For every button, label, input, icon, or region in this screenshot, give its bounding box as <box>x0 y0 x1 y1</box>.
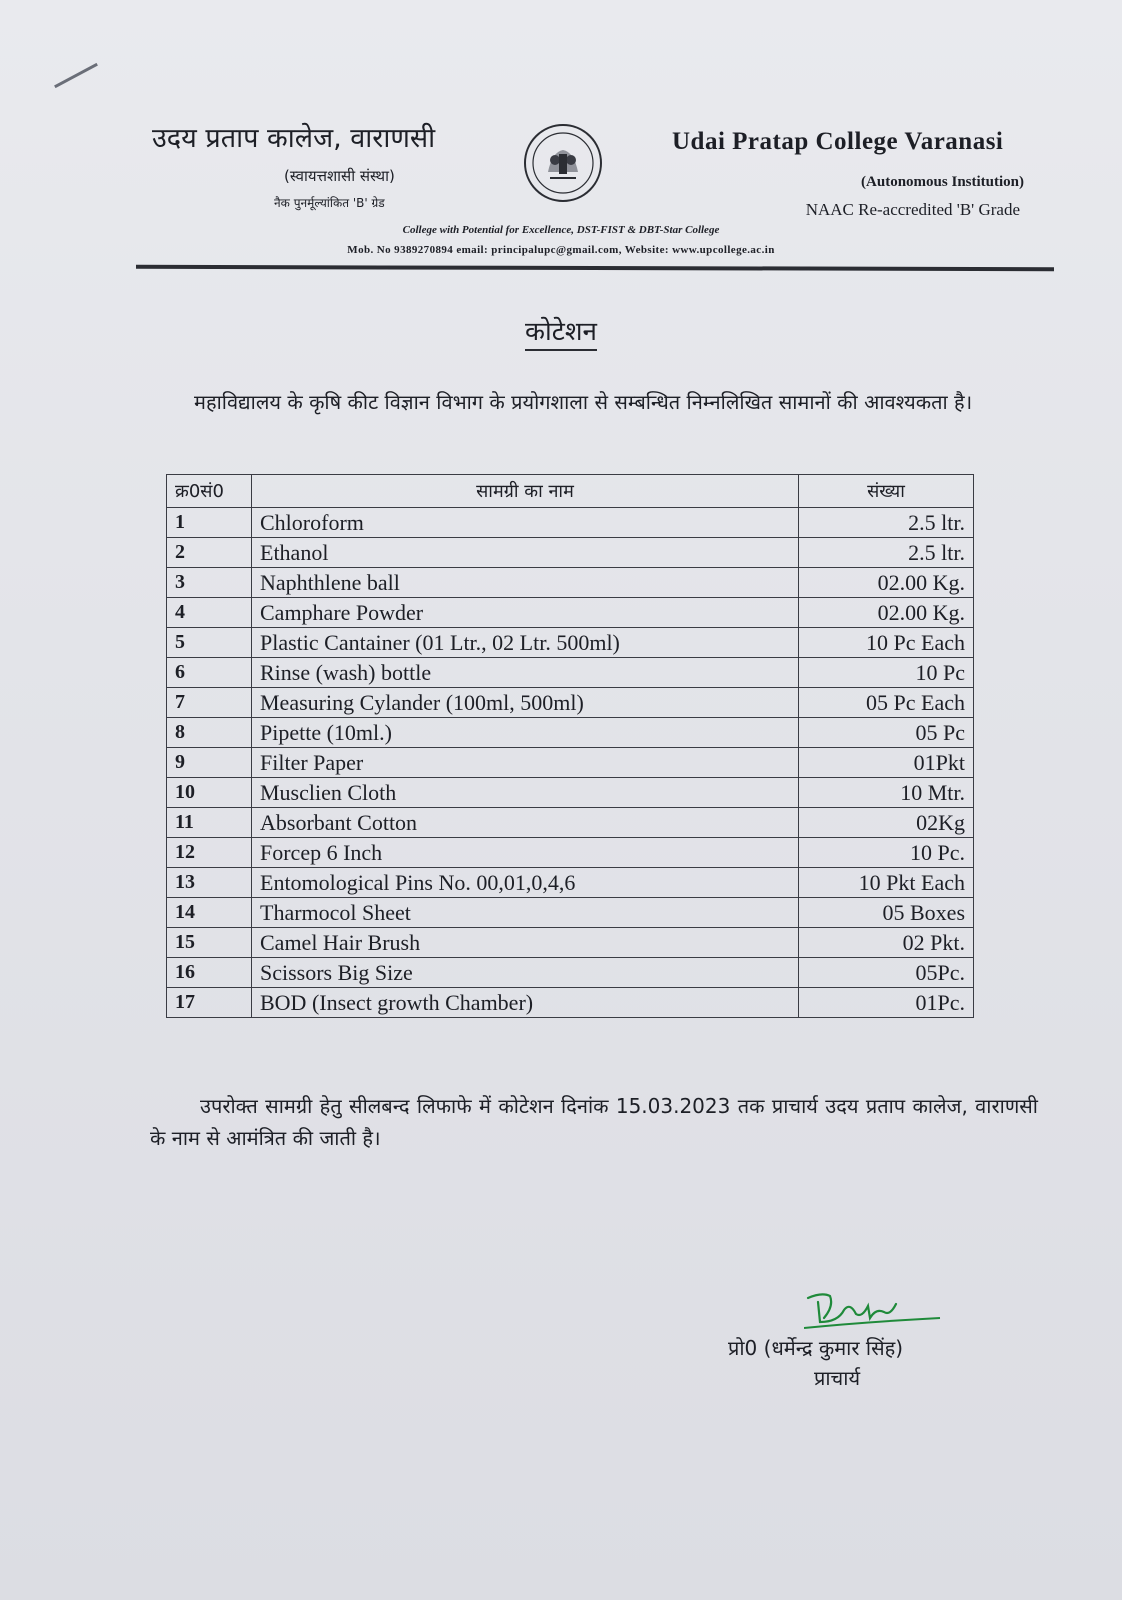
quantity-cell: 10 Pc Each <box>799 628 974 658</box>
college-name-english: Udai Pratap College Varanasi <box>672 128 1004 155</box>
table-row <box>167 928 974 958</box>
college-emblem-icon <box>522 122 604 204</box>
serial-cell: 3 <box>167 568 252 598</box>
item-name-cell: Camphare Powder <box>252 598 799 628</box>
signature-image <box>804 1288 944 1334</box>
quantity-cell: 2.5 ltr. <box>799 538 974 568</box>
quantity-cell: 05 Boxes <box>799 898 974 928</box>
item-name-cell: Entomological Pins No. 00,01,0,4,6 <box>252 868 799 898</box>
serial-cell: 10 <box>167 778 252 808</box>
naac-english: NAAC Re-accredited 'B' Grade <box>805 200 1020 219</box>
table-row <box>167 748 974 778</box>
closing-paragraph: उपरोक्त सामग्री हेतु सीलबन्द लिफाफे में कोटेशन दिनांक 15.03.2023 तक प्राचार्य उदय प्रताप कालेज, वाराणसी के नाम से आमंत्रित की जाती है। <box>150 1094 1038 1150</box>
table-row <box>167 808 974 838</box>
table-body <box>167 508 974 1018</box>
quantity-cell: 02.00 Kg. <box>799 598 974 628</box>
item-name-cell: Filter Paper <box>252 748 799 778</box>
item-name-cell: Measuring Cylander (100ml, 500ml) <box>252 688 799 718</box>
item-name-cell: Forcep 6 Inch <box>252 838 799 868</box>
item-name-cell: Tharmocol Sheet <box>252 898 799 928</box>
quantity-cell: 10 Pc <box>799 658 974 688</box>
college-name-hindi: उदय प्रताप कालेज, वाराणसी <box>152 123 436 154</box>
item-name-cell: Naphthlene ball <box>252 568 799 598</box>
intro-paragraph: महाविद्यालय के कृषि कीट विज्ञान विभाग के प्रयोगशाला से सम्बन्धित निम्नलिखित सामानों की आवश्यकता है। <box>194 390 973 414</box>
item-name-cell: Ethanol <box>252 538 799 568</box>
header-serial: क्र0सं0 <box>167 475 252 508</box>
serial-cell: 8 <box>167 718 252 748</box>
document-title <box>0 312 1122 348</box>
serial-cell: 16 <box>167 958 252 988</box>
contact-line: Mob. No 9389270894 email: principalupc@gmail.com, Website: www.upcollege.ac.in <box>347 244 775 256</box>
quantity-cell: 01Pc. <box>799 988 974 1018</box>
quantity-cell: 10 Pkt Each <box>799 868 974 898</box>
header-quantity: संख्या <box>799 475 974 508</box>
item-name-cell: Pipette (10ml.) <box>252 718 799 748</box>
header-divider <box>136 265 1054 271</box>
table-row <box>167 628 974 658</box>
document-title-text: कोटेशन <box>525 317 597 351</box>
serial-cell: 9 <box>167 748 252 778</box>
table-row <box>167 838 974 868</box>
quantity-cell: 02Kg <box>799 808 974 838</box>
table-row <box>167 688 974 718</box>
serial-cell: 2 <box>167 538 252 568</box>
serial-cell: 14 <box>167 898 252 928</box>
quantity-cell: 02.00 Kg. <box>799 568 974 598</box>
serial-cell: 7 <box>167 688 252 718</box>
quantity-cell: 01Pkt <box>799 748 974 778</box>
table-header-row <box>167 475 974 508</box>
serial-cell: 11 <box>167 808 252 838</box>
table-row <box>167 988 974 1018</box>
quantity-cell: 10 Pc. <box>799 838 974 868</box>
quantity-cell: 02 Pkt. <box>799 928 974 958</box>
table-row <box>167 778 974 808</box>
table-row <box>167 508 974 538</box>
table-row <box>167 718 974 748</box>
table-row <box>167 868 974 898</box>
quantity-cell: 05 Pc Each <box>799 688 974 718</box>
serial-cell: 5 <box>167 628 252 658</box>
quantity-cell: 10 Mtr. <box>799 778 974 808</box>
header-item-name: सामग्री का नाम <box>252 475 799 508</box>
serial-cell: 13 <box>167 868 252 898</box>
table-row <box>167 538 974 568</box>
item-name-cell: Chloroform <box>252 508 799 538</box>
item-name-cell: Scissors Big Size <box>252 958 799 988</box>
table-row <box>167 568 974 598</box>
item-name-cell: Absorbant Cotton <box>252 808 799 838</box>
table-row <box>167 658 974 688</box>
serial-cell: 4 <box>167 598 252 628</box>
table-row <box>167 958 974 988</box>
item-name-cell: Rinse (wash) bottle <box>252 658 799 688</box>
signatory-designation: प्राचार्य <box>814 1366 861 1390</box>
quantity-cell: 05Pc. <box>799 958 974 988</box>
signatory-name: प्रो0 (धर्मेन्द्र कुमार सिंह) <box>728 1336 904 1360</box>
serial-cell: 17 <box>167 988 252 1018</box>
table-row <box>167 898 974 928</box>
status-english: (Autonomous Institution) <box>861 174 1024 190</box>
quantity-cell: 2.5 ltr. <box>799 508 974 538</box>
serial-cell: 1 <box>167 508 252 538</box>
naac-hindi: नैक पुनर्मूल्यांकित 'B' ग्रेड <box>274 196 385 210</box>
item-name-cell: Plastic Cantainer (01 Ltr., 02 Ltr. 500ml) <box>252 628 799 658</box>
quantity-cell: 05 Pc <box>799 718 974 748</box>
college-tagline: College with Potential for Excellence, DST-FIST & DBT-Star College <box>402 224 720 236</box>
item-name-cell: BOD (Insect growth Chamber) <box>252 988 799 1018</box>
serial-cell: 6 <box>167 658 252 688</box>
pen-mark <box>54 63 98 88</box>
item-name-cell: Musclien Cloth <box>252 778 799 808</box>
serial-cell: 12 <box>167 838 252 868</box>
serial-cell: 15 <box>167 928 252 958</box>
table-row <box>167 598 974 628</box>
item-name-cell: Camel Hair Brush <box>252 928 799 958</box>
items-table <box>166 474 974 1018</box>
status-hindi: (स्वायत्तशासी संस्था) <box>284 167 395 185</box>
